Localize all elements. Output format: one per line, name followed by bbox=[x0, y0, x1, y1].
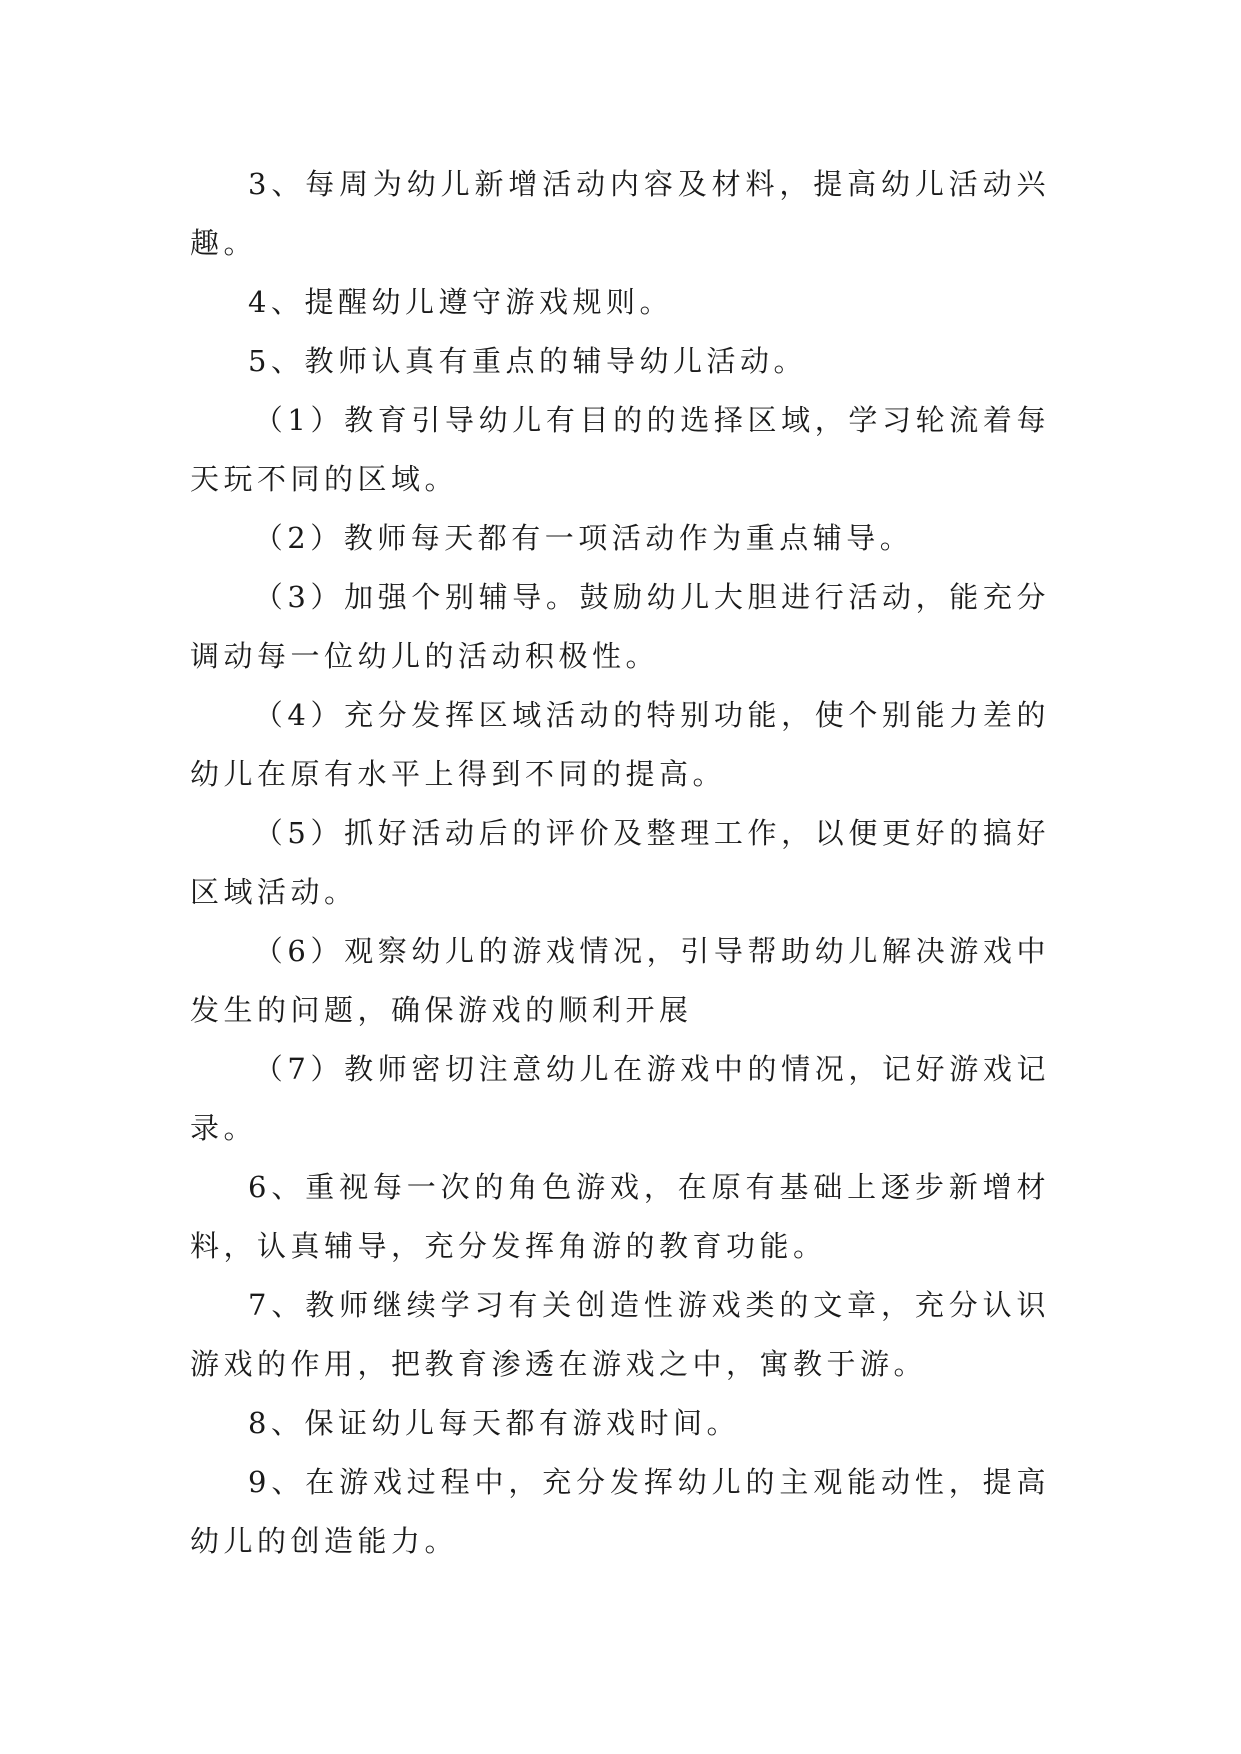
paragraph-subitem-7: （7）教师密切注意幼儿在游戏中的情况，记好游戏记录。 bbox=[190, 1052, 1050, 1145]
paragraph-subitem-6: （6）观察幼儿的游戏情况，引导帮助幼儿解决游戏中发生的问题，确保游戏的顺利开展 bbox=[190, 934, 1050, 1027]
paragraph-item-5: 5、教师认真有重点的辅导幼儿活动。 bbox=[248, 344, 807, 378]
paragraph-item-4: 4、提醒幼儿遵守游戏规则。 bbox=[248, 285, 673, 319]
paragraph-item-3: 3、每周为幼儿新增活动内容及材料，提高幼儿活动兴趣。 bbox=[190, 167, 1050, 260]
document-body bbox=[190, 155, 1050, 1571]
paragraph-subitem-3: （3）加强个别辅导。鼓励幼儿大胆进行活动，能充分调动每一位幼儿的活动积极性。 bbox=[190, 580, 1050, 673]
paragraph-subitem-2: （2）教师每天都有一项活动作为重点辅导。 bbox=[253, 521, 914, 555]
paragraph-item-6: 6、重视每一次的角色游戏，在原有基础上逐步新增材料，认真辅导，充分发挥角游的教育功能。 bbox=[190, 1170, 1050, 1263]
paragraph-item-9: 9、在游戏过程中，充分发挥幼儿的主观能动性，提高幼儿的创造能力。 bbox=[190, 1465, 1050, 1558]
paragraph-subitem-5: （5）抓好活动后的评价及整理工作，以便更好的搞好区域活动。 bbox=[190, 816, 1050, 909]
paragraph-item-7: 7、教师继续学习有关创造性游戏类的文章，充分认识游戏的作用，把教育渗透在游戏之中，寓教于游。 bbox=[190, 1288, 1050, 1381]
paragraph-subitem-4: （4）充分发挥区域活动的特别功能，使个别能力差的幼儿在原有水平上得到不同的提高。 bbox=[190, 698, 1050, 791]
paragraph-item-8: 8、保证幼儿每天都有游戏时间。 bbox=[248, 1406, 740, 1440]
paragraph-subitem-1: （1）教育引导幼儿有目的的选择区域，学习轮流着每天玩不同的区域。 bbox=[190, 403, 1050, 496]
